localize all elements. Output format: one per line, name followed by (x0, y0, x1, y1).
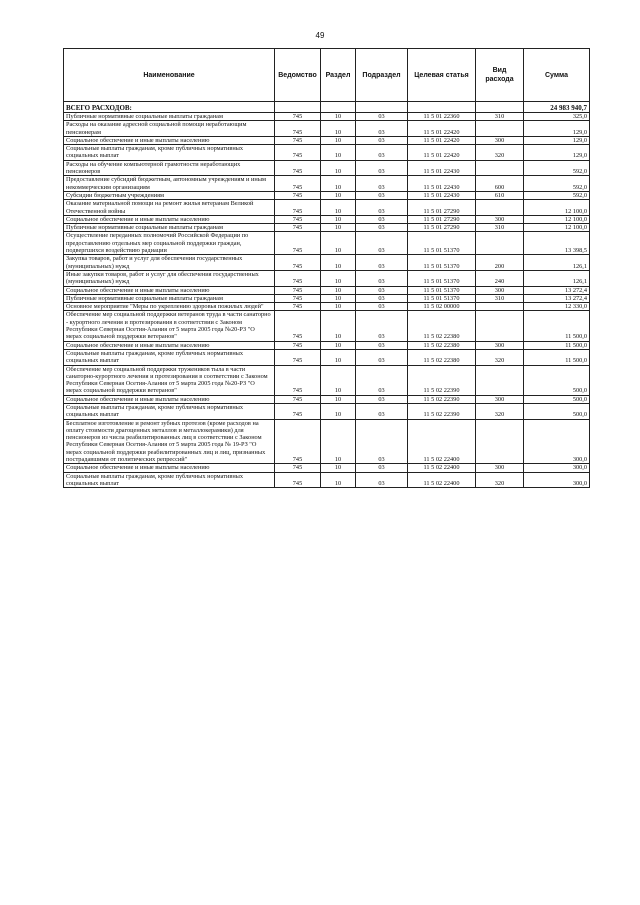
cell-name: Расходы на обучение компьютерной грамотности неработающих пенсионеров (64, 160, 275, 176)
total-row (64, 102, 590, 113)
cell-name: Социальное обеспечение и иные выплаты населению (64, 136, 275, 144)
cell-section: 10 (321, 294, 356, 302)
table-row (64, 113, 590, 121)
table-row (64, 311, 590, 341)
cell-name: Социальные выплаты гражданам, кроме публичных нормативных социальных выплат (64, 403, 275, 419)
cell-department: 745 (275, 224, 321, 232)
cell-subsection: 03 (356, 160, 408, 176)
cell-expense-type (476, 200, 524, 216)
cell-expense-type: 200 (476, 255, 524, 271)
cell-subsection: 03 (356, 136, 408, 144)
table-row (64, 464, 590, 472)
cell-section: 10 (321, 286, 356, 294)
table-row (64, 270, 590, 286)
cell-department: 745 (275, 232, 321, 255)
cell-subsection: 03 (356, 255, 408, 271)
total-empty-cell (356, 102, 408, 113)
cell-amount: 592,0 (524, 191, 590, 199)
cell-target: 11 5 01 22420 (408, 121, 476, 137)
cell-target: 11 5 02 22380 (408, 341, 476, 349)
cell-department: 745 (275, 294, 321, 302)
cell-subsection: 03 (356, 419, 408, 464)
table-row (64, 224, 590, 232)
cell-subsection: 03 (356, 113, 408, 121)
total-empty-cell (321, 102, 356, 113)
table-row (64, 121, 590, 137)
cell-subsection: 03 (356, 232, 408, 255)
cell-name: Социальное обеспечение и иные выплаты населению (64, 464, 275, 472)
cell-subsection: 03 (356, 303, 408, 311)
table-row (64, 255, 590, 271)
cell-name: Основное мероприятие "Меры по укреплению здоровья пожилых людей" (64, 303, 275, 311)
cell-department: 745 (275, 472, 321, 488)
cell-target: 11 5 02 22400 (408, 419, 476, 464)
cell-name: Социальное обеспечение и иные выплаты населению (64, 395, 275, 403)
cell-section: 10 (321, 113, 356, 121)
cell-target: 11 5 01 51370 (408, 294, 476, 302)
cell-name: Субсидии бюджетным учреждениям (64, 191, 275, 199)
cell-amount: 129,0 (524, 136, 590, 144)
cell-expense-type: 310 (476, 113, 524, 121)
cell-name: Расходы на оказание адресной социальной помощи неработающим пенсионерам (64, 121, 275, 137)
header-subsection: Подраздел (356, 49, 408, 102)
header-amount: Сумма (524, 49, 590, 102)
cell-subsection: 03 (356, 176, 408, 192)
cell-target: 11 5 02 22380 (408, 349, 476, 365)
cell-target: 11 5 01 51370 (408, 255, 476, 271)
cell-expense-type (476, 419, 524, 464)
header-section: Раздел (321, 49, 356, 102)
cell-subsection: 03 (356, 311, 408, 341)
cell-department: 745 (275, 270, 321, 286)
cell-expense-type (476, 121, 524, 137)
cell-amount: 13 398,5 (524, 232, 590, 255)
cell-target: 11 5 01 22430 (408, 176, 476, 192)
table-header-row (64, 49, 590, 102)
cell-department: 745 (275, 349, 321, 365)
cell-subsection: 03 (356, 224, 408, 232)
cell-section: 10 (321, 472, 356, 488)
cell-subsection: 03 (356, 472, 408, 488)
table-row (64, 191, 590, 199)
budget-expenses-table (63, 48, 590, 488)
table-row (64, 303, 590, 311)
table-row (64, 341, 590, 349)
cell-amount: 129,0 (524, 145, 590, 161)
cell-target: 11 5 02 22400 (408, 464, 476, 472)
cell-expense-type (476, 232, 524, 255)
cell-section: 10 (321, 176, 356, 192)
cell-subsection: 03 (356, 215, 408, 223)
cell-department: 745 (275, 419, 321, 464)
cell-subsection: 03 (356, 464, 408, 472)
cell-department: 745 (275, 311, 321, 341)
cell-section: 10 (321, 145, 356, 161)
cell-amount: 592,0 (524, 176, 590, 192)
cell-department: 745 (275, 215, 321, 223)
table-row (64, 403, 590, 419)
total-label: ВСЕГО РАСХОДОВ: (64, 102, 275, 113)
cell-section: 10 (321, 270, 356, 286)
cell-name: Закупка товаров, работ и услуг для обеспечения государственных (муниципальных) нужд (64, 255, 275, 271)
total-amount: 24 983 940,7 (524, 102, 590, 113)
cell-expense-type (476, 303, 524, 311)
cell-subsection: 03 (356, 191, 408, 199)
cell-subsection: 03 (356, 395, 408, 403)
cell-name: Социальные выплаты гражданам, кроме публичных нормативных социальных выплат (64, 472, 275, 488)
cell-name: Публичные нормативные социальные выплаты гражданам (64, 113, 275, 121)
cell-name: Иные закупки товаров, работ и услуг для обеспечения государственных (муниципальных) нужд (64, 270, 275, 286)
cell-amount: 13 272,4 (524, 286, 590, 294)
cell-department: 745 (275, 341, 321, 349)
cell-section: 10 (321, 349, 356, 365)
cell-section: 10 (321, 395, 356, 403)
cell-subsection: 03 (356, 121, 408, 137)
cell-target: 11 5 01 22420 (408, 145, 476, 161)
cell-expense-type: 320 (476, 472, 524, 488)
cell-section: 10 (321, 464, 356, 472)
cell-amount: 12 100,0 (524, 200, 590, 216)
cell-amount: 11 500,0 (524, 311, 590, 341)
table-row (64, 215, 590, 223)
table-row (64, 294, 590, 302)
cell-section: 10 (321, 200, 356, 216)
cell-amount: 300,0 (524, 419, 590, 464)
cell-section: 10 (321, 303, 356, 311)
cell-subsection: 03 (356, 286, 408, 294)
cell-department: 745 (275, 286, 321, 294)
cell-expense-type: 320 (476, 349, 524, 365)
cell-department: 745 (275, 191, 321, 199)
table-row (64, 365, 590, 395)
cell-amount: 500,0 (524, 395, 590, 403)
cell-target: 11 5 02 22380 (408, 311, 476, 341)
cell-expense-type: 600 (476, 176, 524, 192)
table-row (64, 472, 590, 488)
cell-section: 10 (321, 341, 356, 349)
cell-subsection: 03 (356, 145, 408, 161)
cell-amount: 325,0 (524, 113, 590, 121)
cell-name: Обеспечение мер социальной поддержки ветеранов труда в части санаторно - курортного лечения и протезирования в соответствии с Законом Республики Северная Осетия-Алания от 5 марта 2005 года №20-РЗ "О мерах социальной поддержки ветеранов" (64, 311, 275, 341)
cell-expense-type: 300 (476, 215, 524, 223)
cell-amount: 12 330,0 (524, 303, 590, 311)
table-row (64, 395, 590, 403)
table-row (64, 200, 590, 216)
cell-department: 745 (275, 403, 321, 419)
cell-expense-type (476, 160, 524, 176)
cell-target: 11 5 01 27290 (408, 215, 476, 223)
cell-expense-type: 300 (476, 341, 524, 349)
cell-name: Публичные нормативные социальные выплаты гражданам (64, 224, 275, 232)
cell-section: 10 (321, 224, 356, 232)
cell-section: 10 (321, 311, 356, 341)
cell-department: 745 (275, 113, 321, 121)
cell-section: 10 (321, 191, 356, 199)
header-target: Целевая статья (408, 49, 476, 102)
cell-expense-type (476, 365, 524, 395)
cell-section: 10 (321, 160, 356, 176)
cell-name: Осуществление переданных полномочий Российской Федерации по предоставлению отдельных мер социальной поддержки граждан, подвергшихся воздействию радиации (64, 232, 275, 255)
cell-subsection: 03 (356, 270, 408, 286)
table-row (64, 286, 590, 294)
cell-amount: 126,1 (524, 270, 590, 286)
header-name: Наименование (64, 49, 275, 102)
cell-section: 10 (321, 121, 356, 137)
cell-department: 745 (275, 395, 321, 403)
cell-department: 745 (275, 200, 321, 216)
cell-amount: 12 100,0 (524, 215, 590, 223)
cell-name: Бесплатное изготовление и ремонт зубных протезов (кроме расходов на оплату стоимости драгоценных металлов и металлокерамики) для пенсионеров из числа реабилитированных лиц в соответствии с Законом Республики Северная Осетия-Алания от 5 марта 2005 года № 19-РЗ "О мерах социальной поддержки реабилитированных лиц и лиц, признанных пострадавшими от политических репрессий" (64, 419, 275, 464)
cell-name: Обеспечение мер социальной поддержки тружеников тыла в части санаторно-курортного лечения и протезирования в соответствии с Законом Республики Северная Осетия-Алания от 5 марта 2005 года №20-РЗ "О мерах социальной поддержки ветеранов" (64, 365, 275, 395)
cell-target: 11 5 01 22430 (408, 191, 476, 199)
cell-target: 11 5 01 51370 (408, 232, 476, 255)
cell-expense-type: 310 (476, 224, 524, 232)
table-row (64, 160, 590, 176)
table-row (64, 145, 590, 161)
cell-name: Публичные нормативные социальные выплаты гражданам (64, 294, 275, 302)
cell-target: 11 5 01 27290 (408, 200, 476, 216)
cell-name: Социальное обеспечение и иные выплаты населению (64, 286, 275, 294)
cell-target: 11 5 01 22360 (408, 113, 476, 121)
cell-name: Социальные выплаты гражданам, кроме публичных нормативных социальных выплат (64, 349, 275, 365)
cell-name: Предоставление субсидий бюджетным, автономным учреждениям и иным некоммерческим организациям (64, 176, 275, 192)
cell-department: 745 (275, 365, 321, 395)
cell-target: 11 5 02 22390 (408, 403, 476, 419)
cell-subsection: 03 (356, 341, 408, 349)
cell-expense-type: 300 (476, 464, 524, 472)
cell-amount: 11 500,0 (524, 341, 590, 349)
cell-amount: 126,1 (524, 255, 590, 271)
cell-target: 11 5 02 00000 (408, 303, 476, 311)
table-row (64, 419, 590, 464)
cell-expense-type (476, 311, 524, 341)
table-row (64, 232, 590, 255)
cell-expense-type: 240 (476, 270, 524, 286)
cell-department: 745 (275, 121, 321, 137)
cell-amount: 300,0 (524, 472, 590, 488)
cell-section: 10 (321, 136, 356, 144)
cell-expense-type: 310 (476, 294, 524, 302)
cell-subsection: 03 (356, 200, 408, 216)
cell-name: Оказание материальной помощи на ремонт жилья ветеранам Великой Отечественной войны (64, 200, 275, 216)
table-body (64, 102, 590, 488)
cell-target: 11 5 01 22420 (408, 136, 476, 144)
cell-expense-type: 610 (476, 191, 524, 199)
cell-department: 745 (275, 136, 321, 144)
header-expense-type: Вид расхода (476, 49, 524, 102)
cell-amount: 500,0 (524, 365, 590, 395)
cell-target: 11 5 01 51370 (408, 270, 476, 286)
total-empty-cell (476, 102, 524, 113)
total-empty-cell (275, 102, 321, 113)
cell-amount: 300,0 (524, 464, 590, 472)
table-row (64, 176, 590, 192)
cell-section: 10 (321, 215, 356, 223)
cell-name: Социальное обеспечение и иные выплаты населению (64, 215, 275, 223)
cell-section: 10 (321, 419, 356, 464)
table-row (64, 349, 590, 365)
cell-subsection: 03 (356, 403, 408, 419)
cell-amount: 592,0 (524, 160, 590, 176)
cell-department: 745 (275, 464, 321, 472)
page-number: 49 (315, 31, 325, 40)
cell-target: 11 5 02 22390 (408, 395, 476, 403)
cell-department: 745 (275, 303, 321, 311)
cell-name: Социальное обеспечение и иные выплаты населению (64, 341, 275, 349)
cell-department: 745 (275, 145, 321, 161)
cell-target: 11 5 02 22390 (408, 365, 476, 395)
cell-expense-type: 320 (476, 403, 524, 419)
cell-expense-type: 300 (476, 395, 524, 403)
cell-department: 745 (275, 160, 321, 176)
table-row (64, 136, 590, 144)
cell-target: 11 5 01 27290 (408, 224, 476, 232)
cell-section: 10 (321, 255, 356, 271)
cell-amount: 13 272,4 (524, 294, 590, 302)
cell-amount: 500,0 (524, 403, 590, 419)
cell-section: 10 (321, 232, 356, 255)
cell-subsection: 03 (356, 365, 408, 395)
cell-section: 10 (321, 365, 356, 395)
cell-amount: 12 100,0 (524, 224, 590, 232)
cell-section: 10 (321, 403, 356, 419)
cell-amount: 129,0 (524, 121, 590, 137)
total-empty-cell (408, 102, 476, 113)
cell-expense-type: 300 (476, 136, 524, 144)
cell-subsection: 03 (356, 294, 408, 302)
cell-target: 11 5 01 51370 (408, 286, 476, 294)
cell-target: 11 5 02 22400 (408, 472, 476, 488)
cell-subsection: 03 (356, 349, 408, 365)
cell-department: 745 (275, 255, 321, 271)
cell-expense-type: 320 (476, 145, 524, 161)
cell-target: 11 5 01 22430 (408, 160, 476, 176)
header-department: Ведомство (275, 49, 321, 102)
cell-name: Социальные выплаты гражданам, кроме публичных нормативных социальных выплат (64, 145, 275, 161)
cell-amount: 11 500,0 (524, 349, 590, 365)
cell-department: 745 (275, 176, 321, 192)
cell-expense-type: 300 (476, 286, 524, 294)
